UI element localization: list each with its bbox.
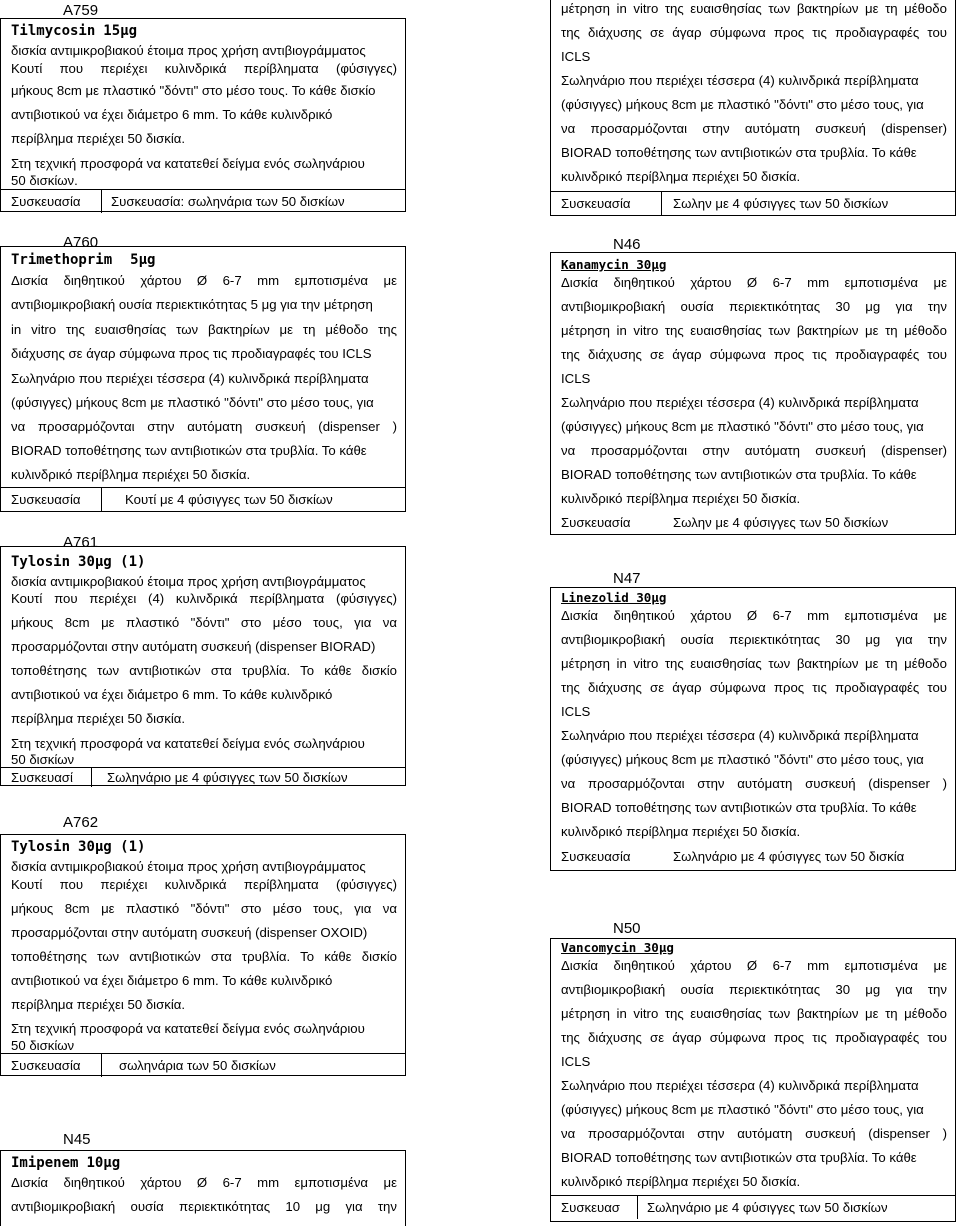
item-code: N50 [613,920,641,937]
item-title [11,252,155,269]
desc-line: BIORAD τοποθέτησης των αντιβιοτικών στα τρυβλία. Το κάθε [561,145,917,160]
desc-line: αντιβιοτικού να έχει διάμετρο 6 mm. Το κάθε κυλινδρικό [11,973,333,988]
packaging-row [1,1053,405,1077]
packaging-row [551,511,955,534]
item-code: A760 [63,234,99,251]
desc-line: περίβλημα περιέχει 50 δισκία. [11,997,186,1012]
desc-line: να προσαρμόζονται στην αυτόματη συσκευή (dispenser) [561,443,947,458]
desc-line: Κουτί που περιέχει κυλινδρικά περίβληματα (φύσιγγες) [11,61,397,76]
desc-line: μήκους 8cm με πλαστικό "δόντι" στο μέσο τους. Το κάθε δισκίο [11,83,376,98]
desc-line: τοποθέτησης των αντιβιοτικών στα τρυβλία. Το κάθε δισκίο [11,949,397,964]
desc-line: αντιβιομικροβιακή ουσία περιεκτικότητας 30 μg για την [561,632,947,647]
desc-line: in vitro της ευαισθησίας των βακτηρίων με τη μέθοδο της [11,322,397,337]
desc-line: περίβλημα περιέχει 50 δισκία. [11,131,186,146]
desc-line: Δισκία διηθητικού χάρτου Ø 6-7 mm εμποτισμένα με [11,273,397,288]
packaging-value: Σωληνάριο με 4 φύσιγγες των 50 δισκία [673,849,905,864]
desc-line: ICLS [561,704,591,719]
item-a762 [0,814,406,1076]
desc-line: της διάχυσης σε άγαρ σύμφωνα προς τις προδιαγραφές του [561,1030,947,1045]
drug-strength: 10μg [86,1155,121,1171]
desc-line: περίβλημα περιέχει 50 δισκία. [11,711,186,726]
desc-line: μέτρηση in vitro της ευαισθησίας των βακτηρίων με τη μέθοδο [561,656,947,671]
drug-name: Kanamycin 30μg [561,257,667,272]
desc-line: μέτρηση in vitro της ευαισθησίας των βακτηρίων με τη μέθοδο [561,323,947,338]
desc-line: ICLS [561,49,591,64]
desc-line: αντιβιομικροβιακή ουσία περιεκτικότητας 5 μg για την μέτρηση [11,297,373,312]
desc-line: (φύσιγγες) μήκους 8cm με πλαστικό "δόντι" στο μέσο τους, για [561,97,924,112]
desc-line: Δισκία διηθητικού χάρτου Ø 6-7 mm εμποτισμένα με [561,275,947,290]
packaging-value: Σωληνάριο με 4 φύσιγγες των 50 δισκίων [107,770,348,785]
item-code: N46 [613,236,641,253]
desc-line: να προσαρμόζονται στην αυτόματη συσκευή (dispenser) [561,121,947,136]
item-n46 [550,236,956,535]
desc-line: δισκία αντιμικροβιακού έτοιμα προς χρήση αντιβιογράμματος [11,859,366,874]
packaging-label: Συσκευασία [561,515,631,530]
desc-line: κυλινδρικό περίβλημα περιέχει 50 δισκία. [561,169,801,184]
desc-line: Σωληνάριο που περιέχει τέσσερα (4) κυλινδρικά περίβληματα [11,371,369,386]
packaging-divider [91,768,92,787]
desc-line: 50 δισκίων. [11,173,78,188]
item-n50 [550,920,956,1222]
item-a759 [0,2,406,212]
desc-line: να προσαρμόζονται στην αυτόματη συσκευή (dispenser ) [11,419,397,434]
drug-strength: 30μg (1) [78,839,146,855]
desc-line: ICLS [561,1054,591,1069]
drug-strength: 5μg [130,252,156,268]
packaging-label: Συσκευασία [11,194,81,209]
desc-line: αντιβιομικροβιακή ουσία περιεκτικότητας 10 μg για την [11,1199,397,1214]
packaging-value: Συσκευασία: σωληνάρια των 50 δισκίων [111,194,345,209]
desc-line: της διάχυσης σε άγαρ σύμφωνα προς τις προδιαγραφές του [561,347,947,362]
packaging-value: Σωλην με 4 φύσιγγες των 50 δισκίων [673,515,889,530]
desc-line: προσαρμόζονται στην αυτόματη συσκευή (dispenser BIORAD) [11,639,376,654]
desc-line: δισκία αντιμικροβιακού έτοιμα προς χρήση αντιβιογράμματος [11,43,366,58]
desc-line: BIORAD τοποθέτησης των αντιβιοτικών στα τρυβλία. Το κάθε [11,443,367,458]
item-code: A762 [63,814,99,831]
drug-strength: 15μg [103,23,138,39]
packaging-row [1,189,405,213]
desc-line: Κουτί που περιέχει (4) κυλινδρικά περίβληματα (φύσιγγες) [11,591,397,606]
packaging-label: Συσκευασία [11,1058,81,1073]
desc-line: 50 δισκίων [11,1038,75,1053]
desc-line: Σωληνάριο που περιέχει τέσσερα (4) κυλινδρικά περίβληματα [561,395,919,410]
desc-line: (φύσιγγες) μήκους 8cm με πλαστικό "δόντι" στο μέσο τους, για [561,419,924,434]
item-n45 [0,1131,406,1226]
desc-line: μέτρηση in vitro της ευαισθησίας των βακτηρίων με τη μέθοδο [561,1006,947,1021]
item-a760 [0,234,406,512]
desc-line: να προσαρμόζονται στην αυτόματη συσκευή (dispenser ) [561,1126,947,1141]
desc-line: κυλινδρικό περίβλημα περιέχει 50 δισκία. [561,824,801,839]
desc-line: Δισκία διηθητικού χάρτου Ø 6-7 mm εμποτισμένα με [561,958,947,973]
packaging-divider [661,192,662,215]
desc-line: αντιβιοτικού να έχει διάμετρο 6 mm. Το κάθε κυλινδρικό [11,107,333,122]
packaging-label: Συσκευασία [561,849,631,864]
desc-line: διάχυσης σε άγαρ σύμφωνα προς τις προδιαγραφές του ICLS [11,346,372,361]
packaging-row [551,191,955,215]
packaging-value: σωληνάρια των 50 δισκίων [119,1058,276,1073]
desc-line: κυλινδρικό περίβλημα περιέχει 50 δισκία. [561,1174,801,1189]
drug-name: Imipenem [11,1155,79,1171]
packaging-value: Σωληνάριο με 4 φύσιγγες των 50 δισκίων [647,1200,888,1215]
desc-line: κυλινδρικό περίβλημα περιέχει 50 δισκία. [561,491,801,506]
desc-line: μέτρηση in vitro της ευαισθησίας των βακτηρίων με τη μέθοδο [561,1,947,16]
desc-line: μήκους 8cm με πλαστικό "δόντι" στο μέσο τους, για να [11,615,397,630]
desc-line: να προσαρμόζονται στην αυτόματη συσκευή (dispenser ) [561,776,947,791]
desc-line: BIORAD τοποθέτησης των αντιβιοτικών στα τρυβλία. Το κάθε [561,800,917,815]
item-n47 [550,570,956,871]
drug-name: Linezolid 30μg [561,590,667,605]
desc-line: 50 δισκίων [11,752,75,767]
desc-line: (φύσιγγες) μήκους 8cm με πλαστικό "δόντι" στο μέσο τους, για [11,395,374,410]
desc-line: Δισκία διηθητικού χάρτου Ø 6-7 mm εμποτισμένα με [561,608,947,623]
packaging-divider [101,1054,102,1077]
packaging-divider [101,190,102,213]
packaging-divider [101,488,102,511]
desc-line: αντιβιομικροβιακή ουσία περιεκτικότητας 30 μg για την [561,982,947,997]
item-title [11,1155,120,1172]
desc-line: (φύσιγγες) μήκους 8cm με πλαστικό "δόντι" στο μέσο τους, για [561,1102,924,1117]
packaging-value: Σωλην με 4 φύσιγγες των 50 δισκίων [673,196,889,211]
drug-name: Tilmycosin [11,23,96,39]
packaging-row [551,845,955,868]
desc-line: BIORAD τοποθέτησης των αντιβιοτικών στα τρυβλία. Το κάθε [561,1150,917,1165]
packaging-divider [637,1196,638,1219]
desc-line: Κουτί που περιέχει κυλινδρικά περίβληματα (φύσιγγες) [11,877,397,892]
drug-name: Tylosin [11,554,71,570]
packaging-row [551,1195,955,1219]
drug-name: Vancomycin 30μg [561,940,674,955]
desc-line: Σωληνάριο που περιέχει τέσσερα (4) κυλινδρικά περίβληματα [561,73,919,88]
desc-line: της διάχυσης σε άγαρ σύμφωνα προς τις προδιαγραφές του [561,680,947,695]
desc-line: δισκία αντιμικροβιακού έτοιμα προς χρήση αντιβιογράμματος [11,574,366,589]
item-title [11,554,145,571]
packaging-label: Συσκευασία [11,492,81,507]
item-title [11,839,145,856]
packaging-row [1,767,405,787]
desc-line: προσαρμόζονται στην αυτόματη συσκευή (dispenser OXOID) [11,925,368,940]
desc-line: Στη τεχνική προσφορά να κατατεθεί δείγμα ενός σωληνάριου [11,1021,365,1036]
desc-line: Σωληνάριο που περιέχει τέσσερα (4) κυλινδρικά περίβληματα [561,728,919,743]
desc-line: αντιβιομικροβιακή ουσία περιεκτικότητας 30 μg για την [561,299,947,314]
packaging-label: Συσκευασία [561,196,631,211]
desc-line: Στη τεχνική προσφορά να κατατεθεί δείγμα ενός σωληνάριου [11,736,365,751]
desc-line: BIORAD τοποθέτησης των αντιβιοτικών στα τρυβλία. Το κάθε [561,467,917,482]
desc-line: κυλινδρικό περίβλημα περιέχει 50 δισκία. [11,467,251,482]
desc-line: ICLS [561,371,591,386]
packaging-value: Κουτί με 4 φύσιγγες των 50 δισκίων [125,492,333,507]
packaging-label: Συσκευασί [11,770,73,785]
item-code: N45 [63,1131,91,1148]
item-a761 [0,534,406,786]
desc-line: Στη τεχνική προσφορά να κατατεθεί δείγμα ενός σωληνάριου [11,156,365,171]
item-code: A761 [63,534,99,551]
desc-line: (φύσιγγες) μήκους 8cm με πλαστικό "δόντι" στο μέσο τους, για [561,752,924,767]
packaging-row [1,487,405,511]
drug-strength: 30μg (1) [78,554,146,570]
packaging-label: Συσκευασ [561,1200,620,1215]
desc-line: Δισκία διηθητικού χάρτου Ø 6-7 mm εμποτισμένα με [11,1175,397,1190]
item-code: A759 [63,2,99,19]
item-n45-continued [550,0,956,216]
drug-name: Trimethoprim [11,252,113,268]
item-title [11,23,137,40]
desc-line: Σωληνάριο που περιέχει τέσσερα (4) κυλινδρικά περίβληματα [561,1078,919,1093]
item-code: N47 [613,570,641,587]
desc-line: τοποθέτησης των αντιβιοτικών στα τρυβλία. Το κάθε δισκίο [11,663,397,678]
desc-line: της διάχυσης σε άγαρ σύμφωνα προς τις προδιαγραφές του [561,25,947,40]
desc-line: αντιβιοτικού να έχει διάμετρο 6 mm. Το κάθε κυλινδρικό [11,687,333,702]
drug-name: Tylosin [11,839,71,855]
desc-line: μήκους 8cm με πλαστικό "δόντι" στο μέσο τους, για να [11,901,397,916]
